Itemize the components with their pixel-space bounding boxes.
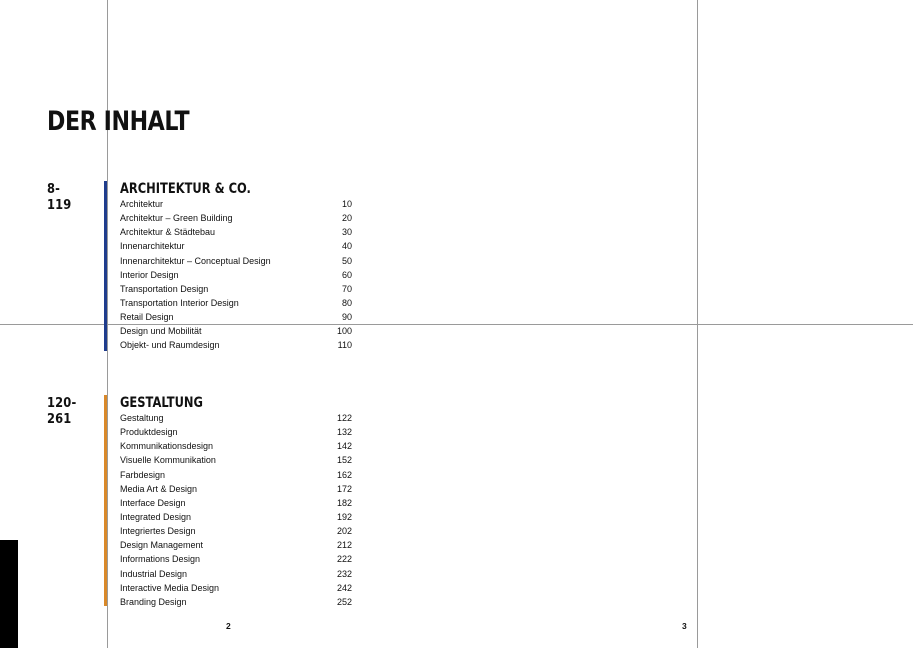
toc-entry-page: 70	[341, 283, 352, 294]
toc-entry	[120, 453, 352, 467]
toc-entry-label: Architektur	[120, 199, 164, 209]
toc-entry	[120, 567, 352, 581]
toc-entry	[120, 268, 352, 282]
toc-entry	[120, 324, 352, 338]
black-edge-tab	[0, 540, 18, 648]
toc-entry-label: Transportation Design	[120, 283, 209, 294]
toc-entry	[120, 538, 352, 552]
toc-entry	[120, 254, 352, 268]
section-accent-bar	[104, 181, 107, 351]
toc-entry	[120, 239, 352, 253]
toc-entry-page: 212	[336, 540, 352, 551]
toc-entry	[120, 595, 352, 609]
toc-entry-page: 132	[336, 427, 352, 438]
toc-entry-page: 60	[341, 269, 352, 280]
toc-entry-page: 202	[336, 526, 352, 537]
toc-entry-page: 90	[341, 312, 352, 323]
toc-entry-label: Interface Design	[120, 497, 186, 508]
section-title: ARCHITEKTUR & CO.	[120, 181, 251, 197]
toc-entry-page: 162	[336, 469, 352, 480]
toc-entry	[120, 510, 352, 524]
toc-entry	[120, 310, 352, 324]
toc-entry-label: Integrated Design	[120, 511, 192, 522]
section-page-range: 8-119	[47, 181, 72, 213]
toc-entry-label: Kommunikationsdesign	[120, 441, 214, 452]
toc-entry-label: Retail Design	[120, 312, 174, 323]
section-entry-list	[120, 197, 352, 353]
toc-entry	[120, 439, 352, 453]
toc-entry-label: Media Art & Design	[120, 483, 198, 494]
toc-entry-label: Farbdesign	[120, 469, 166, 480]
toc-entry	[120, 524, 352, 538]
toc-entry-label: Architektur – Green Building	[120, 213, 233, 224]
toc-entry-page: 222	[336, 554, 352, 565]
toc-entry-label: Produktdesign	[120, 427, 178, 438]
toc-entry	[120, 338, 352, 352]
toc-entry-label: Innenarchitektur – Conceptual Design	[120, 255, 271, 266]
toc-entry-label: Design Management	[120, 540, 204, 551]
toc-entry	[120, 468, 352, 482]
toc-entry-page: 110	[337, 340, 352, 351]
toc-entry-label: Industrial Design	[120, 568, 188, 579]
toc-entry-label: Interactive Media Design	[120, 582, 220, 593]
toc-entry-page: 122	[336, 413, 352, 423]
toc-entry-label: Branding Design	[120, 596, 187, 607]
page-number-right: 3	[682, 621, 687, 631]
toc-entry	[120, 496, 352, 510]
toc-entry	[120, 425, 352, 439]
toc-entry-label: Objekt- und Raumdesign	[120, 340, 220, 351]
toc-entry	[120, 197, 352, 211]
toc-entry-label: Design und Mobilität	[120, 326, 202, 337]
toc-entry-page: 172	[336, 483, 352, 494]
toc-entry-label: Visuelle Kommunikation	[120, 455, 216, 466]
toc-entry-page: 40	[341, 241, 352, 252]
toc-entry-label: Gestaltung	[120, 413, 164, 423]
toc-entry-page: 80	[341, 297, 352, 308]
toc-entry-label: Interior Design	[120, 269, 179, 280]
toc-entry-label: Innenarchitektur	[120, 241, 185, 252]
toc-entry-page: 142	[336, 441, 352, 452]
toc-entry-label: Informations Design	[120, 554, 201, 565]
page-title: DER INHALT	[47, 106, 190, 137]
toc-entry-page: 100	[336, 326, 352, 337]
toc-entry-page: 30	[341, 227, 352, 238]
toc-entry-label: Integriertes Design	[120, 526, 196, 537]
toc-entry-label: Transportation Interior Design	[120, 297, 239, 308]
toc-entry	[120, 552, 352, 566]
toc-entry-page: 20	[341, 213, 352, 224]
toc-entry-page: 152	[336, 455, 352, 466]
page-number-left: 2	[226, 621, 231, 631]
toc-entry	[120, 211, 352, 225]
toc-entry	[120, 411, 352, 425]
toc-entry-page: 252	[336, 596, 352, 607]
toc-entry	[120, 581, 352, 595]
toc-entry-page: 232	[336, 568, 352, 579]
section-entry-list	[120, 411, 352, 609]
toc-entry-page: 182	[336, 497, 352, 508]
section-title: GESTALTUNG	[120, 395, 203, 411]
section-accent-bar	[104, 395, 107, 606]
toc-entry	[120, 225, 352, 239]
toc-entry-page: 192	[336, 511, 352, 522]
toc-entry	[120, 282, 352, 296]
section-page-range: 120-261	[47, 395, 77, 427]
toc-entry-label: Architektur & Städtebau	[120, 227, 216, 238]
toc-entry-page: 10	[341, 199, 352, 209]
toc-entry	[120, 296, 352, 310]
toc-entry-page: 242	[336, 582, 352, 593]
toc-entry	[120, 482, 352, 496]
toc-entry-page: 50	[341, 255, 352, 266]
